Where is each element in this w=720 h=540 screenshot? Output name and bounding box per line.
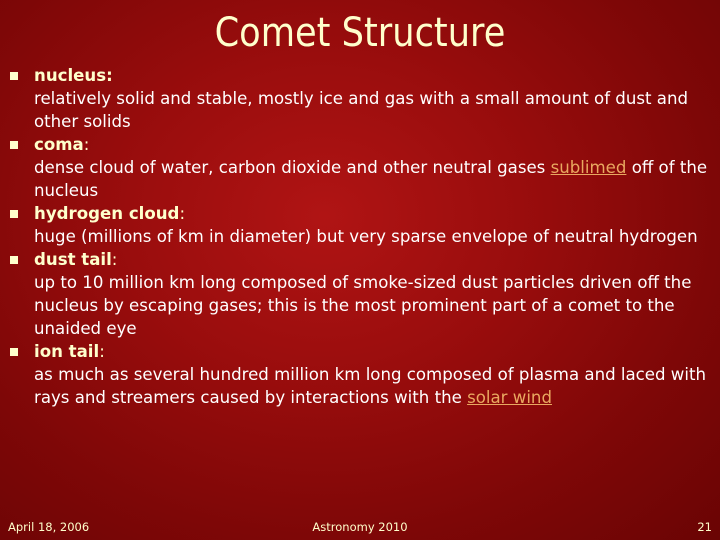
list-item-ion-tail xyxy=(10,340,716,409)
footer-page-number: 21 xyxy=(697,520,712,534)
term-label: dust tail xyxy=(34,250,112,269)
square-bullet-icon xyxy=(10,141,18,149)
description-text: off of the nucleus xyxy=(34,158,708,200)
term-label: nucleus xyxy=(34,66,107,85)
term-label: coma xyxy=(34,135,84,154)
list-item-coma xyxy=(10,133,716,202)
solar-wind-link[interactable]: solar wind xyxy=(467,388,552,407)
footer-course: Astronomy 2010 xyxy=(312,520,408,534)
term-label: ion tail xyxy=(34,342,100,361)
list-item-hydrogen-cloud xyxy=(10,202,716,248)
term-description: up to 10 million km long composed of smoke-sized dust particles driven off the nucleus by escaping gases; this is the most prominent part of a comet to the unaided eye xyxy=(34,273,692,338)
term-colon: : xyxy=(83,135,90,154)
term-description: huge (millions of km in diameter) but very sparse envelope of neutral hydrogen xyxy=(34,227,698,246)
bullet-list xyxy=(10,64,716,409)
footer-date: April 18, 2006 xyxy=(8,520,90,534)
list-item-dust-tail xyxy=(10,248,716,340)
term-description xyxy=(34,363,716,409)
description-text: dense cloud of water, carbon dioxide and other neutral gases xyxy=(34,158,551,177)
square-bullet-icon xyxy=(10,256,18,264)
sublimed-link[interactable]: sublimed xyxy=(550,158,627,177)
term-colon: : xyxy=(106,66,113,85)
description-text: as much as several hundred million km long composed of plasma and laced with rays and streamers caused by interactions with the xyxy=(34,365,707,407)
term-colon: : xyxy=(111,250,118,269)
square-bullet-icon xyxy=(10,210,18,218)
term-colon: : xyxy=(179,204,186,223)
term-description: relatively solid and stable, mostly ice and gas with a small amount of dust and other solids xyxy=(34,89,689,131)
square-bullet-icon xyxy=(10,348,18,356)
square-bullet-icon xyxy=(10,72,18,80)
list-item-nucleus xyxy=(10,64,716,133)
term-label: hydrogen cloud xyxy=(34,204,180,223)
slide-title: Comet Structure xyxy=(214,10,506,56)
term-description xyxy=(34,156,716,202)
term-colon: : xyxy=(99,342,105,361)
